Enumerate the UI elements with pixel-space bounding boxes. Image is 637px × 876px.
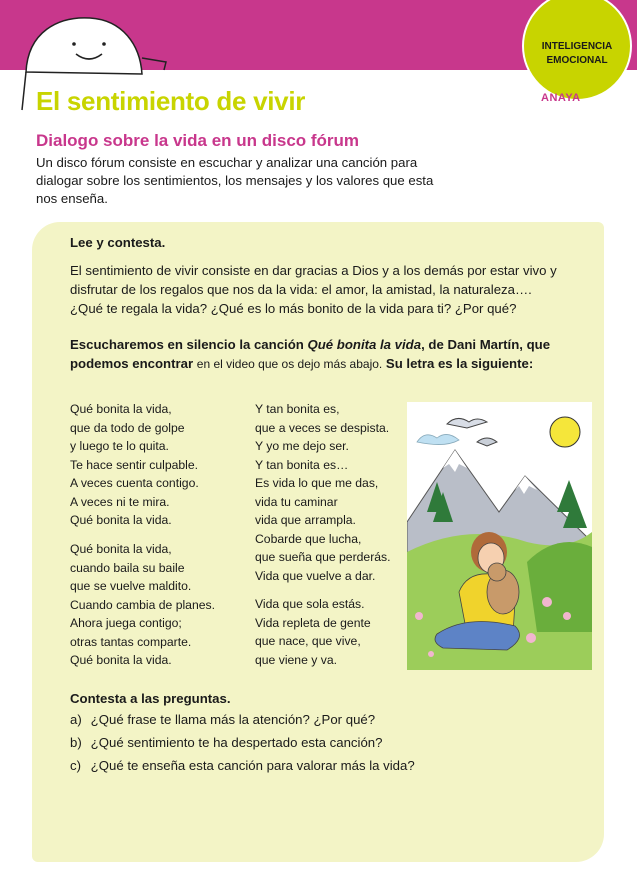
lyric-line: Qué bonita la vida. — [70, 513, 172, 527]
question-letter: b) — [70, 735, 82, 750]
song-title: Qué bonita la vida — [307, 337, 422, 352]
page-subtitle: Dialogo sobre la vida en un disco fórum — [36, 131, 360, 150]
lyric-line: Qué bonita la vida. — [70, 653, 172, 667]
lyrics-column-2b — [255, 595, 371, 669]
girl-with-dog-illustration — [407, 402, 592, 670]
lyric-line: Te hace sentir culpable. — [70, 457, 199, 472]
lyric-line: A veces cuenta contigo. — [70, 476, 199, 490]
question-c — [70, 758, 415, 773]
badge-line1: INTELIGENCIA — [541, 41, 613, 52]
lyric-line: otras tantas comparte. — [70, 634, 192, 649]
lyric-line: que da todo de golpe — [70, 420, 185, 435]
lyric-line: Y tan bonita es, — [255, 402, 340, 416]
listen-part1: Escucharemos en silencio la canción — [70, 337, 304, 352]
lyrics-column-2a — [255, 400, 391, 585]
lyric-line: que viene y va. — [255, 652, 337, 667]
lyric-line: Y tan bonita es… — [255, 457, 349, 472]
lyric-line: Qué bonita la vida, — [70, 542, 172, 556]
lyric-line: Vida repleta de gente — [255, 615, 371, 630]
lyric-line: Ahora juega contigo; — [70, 616, 182, 630]
lyrics-column-1a — [70, 400, 199, 530]
badge-label — [522, 40, 632, 68]
lyric-line: vida tu caminar — [255, 494, 338, 509]
lyric-line: que nace, que vive, — [255, 634, 361, 648]
listen-video-note: en el video que os dejo más abajo. — [196, 356, 383, 371]
questions-heading: Contesta a las preguntas. — [70, 691, 231, 706]
lyric-line: que se vuelve maldito. — [70, 579, 192, 593]
intro-paragraph: Un disco fórum consiste en escuchar y analizar una canción para dialogar sobre los sentimientos, los mensajes y los valores que esta nos enseña. — [36, 155, 434, 206]
lyric-line: Qué bonita la vida, — [70, 402, 172, 416]
page-title: El sentimiento de vivir — [36, 86, 306, 116]
question-letter: a) — [70, 712, 82, 727]
lyric-line: A veces ni te mira. — [70, 494, 170, 509]
lyric-line: vida que arrampla. — [255, 513, 356, 527]
lyric-line: cuando baila su baile — [70, 560, 185, 575]
listen-part2: , de Dani Martín, que podemos encontrar — [70, 337, 551, 371]
lyric-line: Es vida lo que me das, — [255, 476, 379, 490]
lyric-line: Cuando cambia de planes. — [70, 597, 215, 612]
activity-paragraph-1: El sentimiento de vivir consiste en dar gracias a Dios y a los demás por estar vivo y disfrutar de los regalos que nos da la vida: el amor, la amistad, la naturaleza…. — [70, 263, 557, 297]
badge-line2: EMOCIONAL — [546, 55, 608, 66]
question-text: ¿Qué te enseña esta canción para valorar más la vida? — [90, 758, 415, 773]
listen-part3: Su letra es la siguiente: — [385, 355, 534, 371]
lyric-line: que sueña que perderás. — [255, 550, 391, 564]
activity-heading: Lee y contesta. — [70, 235, 166, 250]
question-text: ¿Qué sentimiento te ha despertado esta canción? — [90, 735, 383, 750]
lyric-line: Vida que vuelve a dar. — [255, 568, 376, 583]
lyric-line: Vida que sola estás. — [255, 597, 365, 611]
question-b — [70, 735, 382, 750]
lyric-line: y luego te lo quita. — [70, 439, 169, 453]
lyric-line: Y yo me dejo ser. — [255, 439, 349, 453]
lyric-line: que a veces se despista. — [255, 420, 390, 435]
question-letter: c) — [70, 758, 81, 773]
listen-instruction — [70, 336, 582, 373]
lyrics-column-1b — [70, 540, 215, 670]
lyric-line: Cobarde que lucha, — [255, 531, 362, 546]
question-text: ¿Qué frase te llama más la atención? ¿Por qué? — [90, 712, 376, 727]
brand-logo: ANAYA — [541, 92, 581, 104]
activity-paragraph-2: ¿Qué te regala la vida? ¿Qué es lo más bonito de la vida para ti? ¿Por qué? — [70, 301, 517, 316]
question-a — [70, 712, 375, 727]
